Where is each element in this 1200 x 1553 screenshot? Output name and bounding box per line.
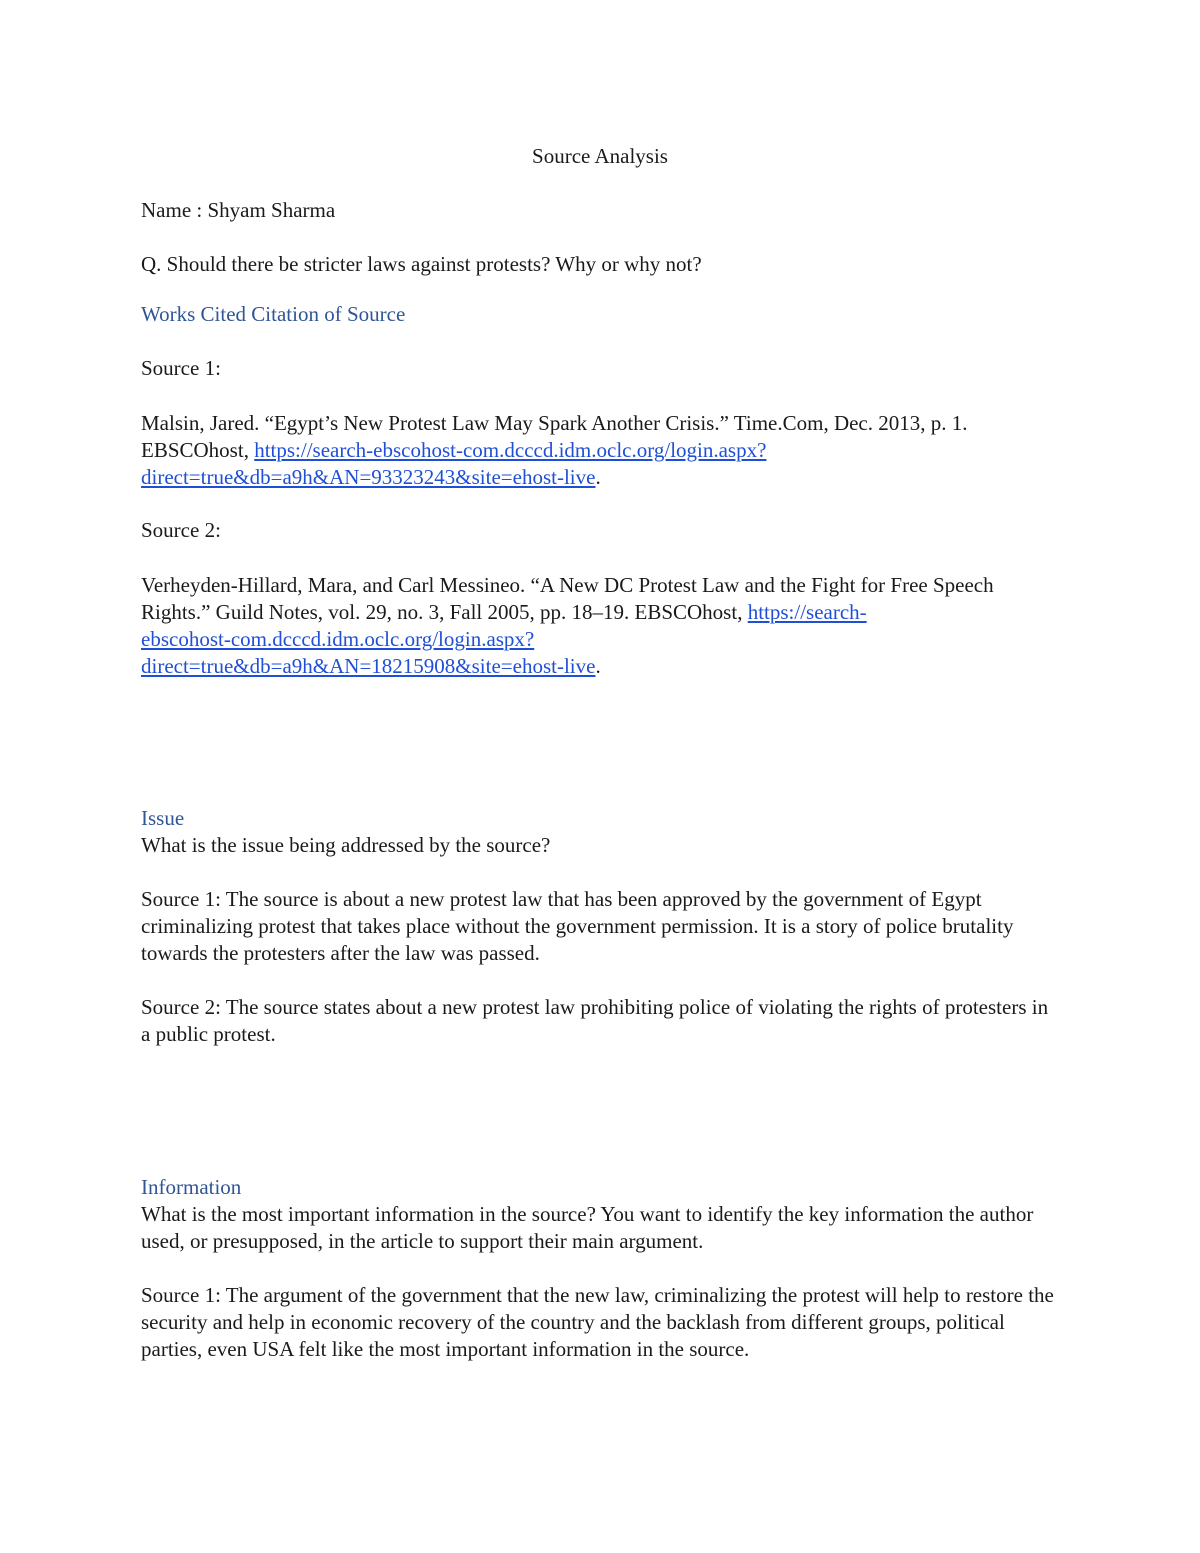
source2-citation: Verheyden-Hillard, Mara, and Carl Messineo. “A New DC Protest Law and the Fight for Free Speech Rights.” Guild Notes, vol. 29, no. 3, Fall 2005, pp. 18–19. EBSCOhost, https://search- ebscohost-com.dcccd.idm.oclc.org/login.aspx? direct=true&db=a9h&AN=18215908&site=ehost-live. [141, 573, 994, 678]
source2-link[interactable]: https://search- ebscohost-com.dcccd.idm.oclc.org/login.aspx? direct=true&db=a9h&AN=18215908&site=ehost-live [141, 600, 867, 678]
source1-label: Source 1: [141, 356, 221, 380]
information-heading: Information [141, 1175, 242, 1199]
name-line: Name : Shyam Sharma [141, 198, 336, 222]
works-cited-heading: Works Cited Citation of Source [141, 302, 406, 326]
source1-citation: Malsin, Jared. “Egypt’s New Protest Law May Spark Another Crisis.” Time.Com, Dec. 2013, p. 1. EBSCOhost, https://search-ebscohost-com.dcccd.idm.oclc.org/login.aspx? direct=true&db=a9h&AN=93323243&site=ehost-live. [141, 411, 968, 489]
source1-link[interactable]: https://search-ebscohost-com.dcccd.idm.oclc.org/login.aspx? direct=true&db=a9h&AN=93323243&site=ehost-live [141, 438, 767, 489]
issue-prompt: What is the issue being addressed by the source? [141, 833, 551, 857]
source1-citation-text: Malsin, Jared. “Egypt’s New Protest Law May Spark Another Crisis.” Time.Com, Dec. 2013, p. 1. EBSCOhost, [141, 411, 968, 462]
source2-label: Source 2: [141, 518, 221, 542]
question: Q. Should there be stricter laws against protests? Why or why not? [141, 252, 702, 276]
information-source1: Source 1: The argument of the government that the new law, criminalizing the protest will help to restore the security and help in economic recovery of the country and the backlash from different groups, political parties, even USA felt like the most important information in the source. [141, 1283, 1054, 1361]
issue-heading: Issue [141, 806, 185, 830]
issue-source1: Source 1: The source is about a new protest law that has been approved by the government of Egypt criminalizing protest that takes place without the government permission. It is a story of police brutality towards the protesters after the law was passed. [141, 887, 1014, 965]
page-title: Source Analysis [532, 144, 668, 168]
source2-citation-text: Verheyden-Hillard, Mara, and Carl Messineo. “A New DC Protest Law and the Fight for Free Speech Rights.” Guild Notes, vol. 29, no. 3, Fall 2005, pp. 18–19. EBSCOhost, [141, 573, 994, 624]
issue-source2: Source 2: The source states about a new protest law prohibiting police of violating the rights of protesters in a public protest. [141, 995, 1049, 1046]
information-prompt: What is the most important information in the source? You want to identify the key information the author used, or presupposed, in the article to support their main argument. [141, 1202, 1034, 1253]
